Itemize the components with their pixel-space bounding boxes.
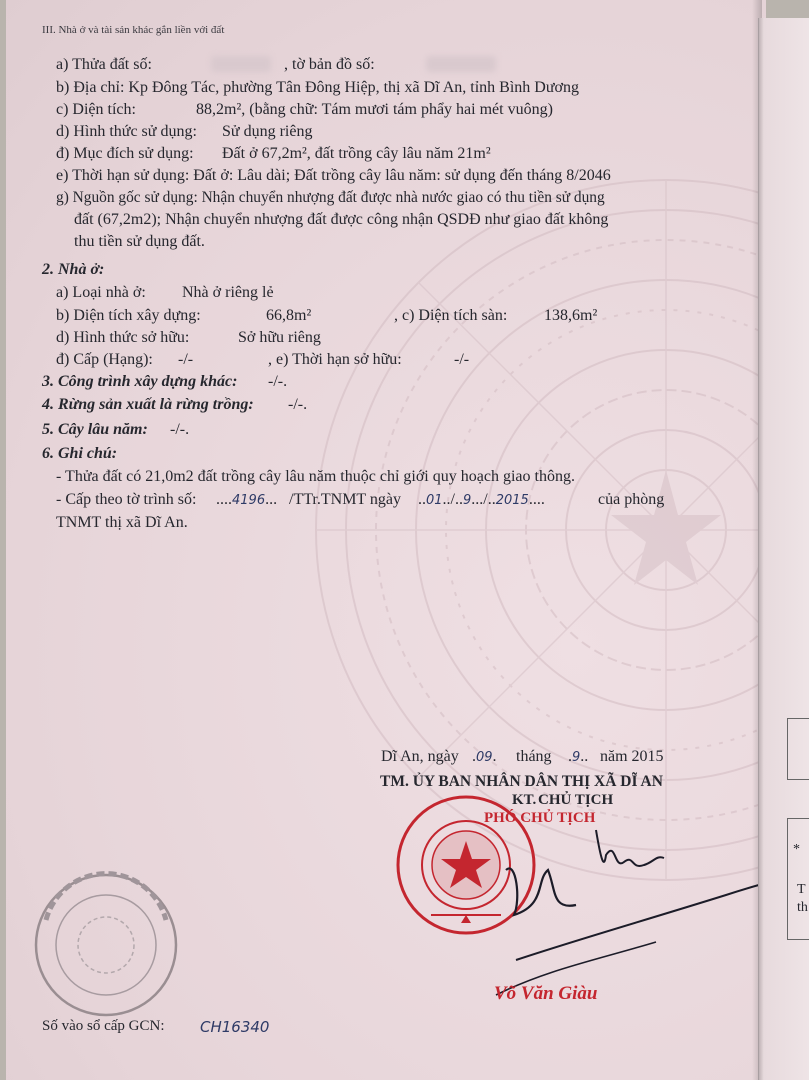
house-section-title: 2. Nhà ở:: [42, 261, 105, 278]
redacted-map-sheet: [426, 56, 496, 72]
usage-form-value: Sử dụng riêng: [222, 123, 313, 140]
section-6-title: 6. Ghi chú:: [42, 445, 118, 462]
section-4-title: 4. Rừng sản xuất là rừng trồng:: [42, 396, 254, 413]
build-area-value: 66,8m²: [266, 307, 312, 324]
note-line-2-mid: /TTr.TNMT ngày: [289, 491, 402, 508]
authority-title: TM. ỦY BAN NHÂN DÂN THỊ XÃ DĨ AN: [380, 773, 663, 790]
map-sheet-label: , tờ bản đồ số:: [284, 56, 375, 73]
house-grade-value: -/-: [178, 351, 194, 368]
origin-line-3: thu tiền sử dụng đất.: [74, 233, 205, 250]
house-type-value: Nhà ở riêng lẻ: [182, 284, 274, 301]
next-page-letter: T: [797, 882, 806, 897]
section-4-value: -/-.: [288, 396, 308, 413]
next-page-text: th: [797, 900, 808, 915]
submission-month: 9: [463, 493, 472, 508]
chairman-title: CHỦ TỊCH: [538, 792, 614, 808]
usage-term-line: e) Thời hạn sử dụng: Đất ở: Lâu dài; Đất trồng cây lâu năm: sử dụng đến tháng 8/2046: [56, 167, 611, 184]
next-page-box-2: [787, 818, 809, 940]
build-area-label: b) Diện tích xây dựng:: [56, 307, 201, 324]
kt-mark: KT.: [512, 792, 537, 808]
handwritten-signature: [486, 810, 766, 1000]
redacted-parcel-number: [211, 56, 271, 72]
floor-area-label: , c) Diện tích sàn:: [394, 307, 508, 324]
date-month: 9: [572, 750, 581, 765]
ownership-term-label: , e) Thời hạn sở hữu:: [268, 351, 402, 368]
registration-label: Số vào sổ cấp GCN:: [42, 1018, 165, 1034]
section-header: III. Nhà ở và tài sản khác gắn liền với đất: [42, 24, 225, 36]
vice-chairman-title: PHÓ CHỦ TỊCH: [484, 810, 596, 826]
usage-purpose-label: đ) Mục đích sử dụng:: [56, 145, 194, 162]
embossed-seal: [26, 870, 186, 1020]
next-page-box-1: [787, 718, 809, 780]
area-label: c) Diện tích:: [56, 101, 136, 118]
submission-year: 2015: [495, 493, 529, 508]
section-5-title: 5. Cây lâu năm:: [42, 421, 148, 438]
date-place-label: Dĩ An, ngày: [381, 748, 459, 765]
usage-purpose-value: Đất ở 67,2m², đất trồng cây lâu năm 21m²: [222, 145, 491, 162]
date-day: 09: [476, 750, 493, 765]
house-grade-label: đ) Cấp (Hạng):: [56, 351, 153, 368]
house-type-label: a) Loại nhà ở:: [56, 284, 146, 301]
submission-day: 01: [426, 493, 443, 508]
floor-area-value: 138,6m²: [544, 307, 598, 324]
ownership-form-label: d) Hình thức sở hữu:: [56, 329, 190, 346]
certificate-page: III. Nhà ở và tài sản khác gắn liền với đất a) Thửa đất số: , tờ bản đồ số: b) Địa chỉ: Kp Đông Tác, phường Tân Đông Hiệp, thị xã Dĩ An, tỉnh Bình Dương c) Diện tích: 88,2m², (bằng chữ: Tám mươi tám phẩy hai mét vuông) d) Hình thức sử dụng: Sử dụng riêng đ) Mục đích sử dụng: Đất ở 67,2m², đất trồng cây lâu năm 21m² e) Thời hạn sử dụng: Đất ở: Lâu dài; Đất trồng cây lâu năm: sử dụng đến tháng 8/2046 g) Nguồn gốc sử dụng: Nhận chuyển nhượng đất được nhà nước giao có thu tiền sử dụng đất (67,2m2); Nhận chuyển nhượng đất được công nhận QSDĐ như giao đất không thu tiền sử dụng đất. 2. Nhà ở: a) Loại nhà ở: Nhà ở riêng lẻ b) Diện tích xây dựng: 66,8m² , c) Diện tích sàn: 138,6m² d) Hình thức sở hữu: Sở hữu riêng đ) Cấp (Hạng): -/- , e) Thời hạn sở hữu: -/- 3. Công trình xây dựng khác: -/-. 4. Rừng sản xuất là rừng trồng: -/-. 5. Cây lâu năm: -/-. 6. Ghi chú: - Thửa đất có 21,0m2 đất trồng cây lâu năm thuộc chỉ giới quy hoạch giao thông. - Cấp theo tờ trình số: ....4196... /TTr.TNMT ngày ..01../..9.../..2015.... của phòng TNMT thị xã Dĩ An. Dĩ An, ngày .09. tháng .9.. năm 2015 TM. ỦY BAN NHÂN DÂN THỊ XÃ DĨ AN KT. CHỦ TỊCH PHÓ CHỦ TỊCH Võ Văn Giàu Số vào sổ cấp GCN: CH16340: [6, 0, 766, 1080]
section-3-title: 3. Công trình xây dựng khác:: [42, 373, 238, 390]
address-line: b) Địa chỉ: Kp Đông Tác, phường Tân Đông Hiệp, thị xã Dĩ An, tỉnh Bình Dương: [56, 79, 579, 96]
parcel-number-label: a) Thửa đất số:: [56, 56, 152, 73]
ownership-form-value: Sở hữu riêng: [238, 329, 321, 346]
note-line-1: - Thửa đất có 21,0m2 đất trồng cây lâu năm thuộc chỉ giới quy hoạch giao thông.: [56, 468, 575, 485]
next-page-mark: *: [793, 842, 800, 857]
area-value: 88,2m², (bằng chữ: Tám mươi tám phẩy hai mét vuông): [196, 101, 553, 118]
origin-line-2: đất (67,2m2); Nhận chuyển nhượng đất được công nhận QSDĐ như giao đất không: [74, 211, 609, 228]
submission-number: 4196: [232, 493, 266, 508]
note-line-2-prefix: - Cấp theo tờ trình số:: [56, 491, 197, 508]
usage-form-label: d) Hình thức sử dụng:: [56, 123, 197, 140]
ownership-term-value: -/-: [454, 351, 470, 368]
date-month-label: tháng: [516, 748, 552, 765]
next-page-edge: [758, 18, 809, 1080]
signer-name: Võ Văn Giàu: [494, 983, 598, 1004]
note-line-2-suffix: của phòng: [598, 491, 665, 508]
registration-number: CH16340: [200, 1018, 270, 1036]
date-year: năm 2015: [600, 748, 664, 765]
section-3-value: -/-.: [268, 373, 288, 390]
note-line-3: TNMT thị xã Dĩ An.: [56, 514, 188, 531]
origin-line-1: g) Nguồn gốc sử dụng: Nhận chuyển nhượng đất được nhà nước giao có thu tiền sử dụng: [56, 189, 605, 206]
section-5-value: -/-.: [170, 421, 190, 438]
